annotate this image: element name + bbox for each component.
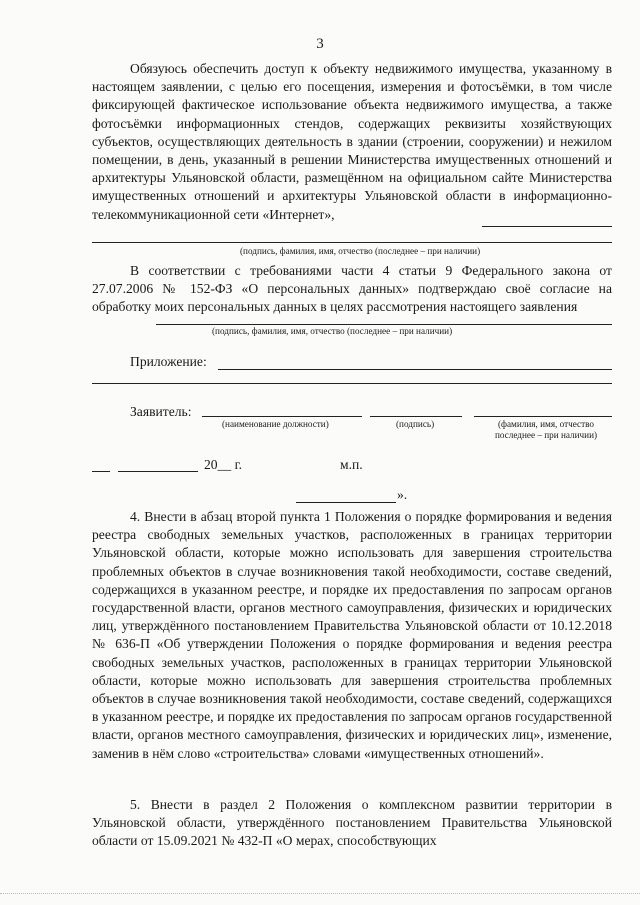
closing-quote: ». bbox=[397, 487, 408, 502]
access-signature-line-end bbox=[482, 226, 612, 227]
sign-hint: (подпись) bbox=[396, 419, 435, 429]
access-signature-hint: (подпись, фамилия, имя, отчество (последнее – при наличии) bbox=[240, 246, 481, 256]
date-day-line bbox=[92, 471, 110, 472]
item-4-paragraph: 4. Внести в абзац второй пункта 1 Положения о порядке формирования и ведения реестра свободных земельных участков, расположенных в границах территории Ульяновской области, которые можно использовать для завершения строительства проблемных объектов в случае возникновения такой необходимости, составе сведений, содержащихся в указанном реестре, и порядке их предоставления по запросам органов государственной власти, органов местного самоуправления, физических и юридических лиц, утверждённого постановлением Правительства Ульяновской области от 10.12.2018 № 636-П «Об утверждении Положения о порядке формирования и ведения реестра свободных земельных участков, расположенных в границах территории Ульяновской области, которые можно использовать для завершения строительства проблемных объектов в случае возникновения такой необходимости, составе сведений, содержащихся в указанном реестре, и порядке их предоставления по запросам органов государственной власти, органов местного самоуправления, физических и юридических лиц», изменение, заменив в нём слово «строительства» словами «имущественных отношений». bbox=[92, 509, 612, 761]
applicant-sign-line bbox=[370, 416, 462, 417]
applicant-name-line bbox=[474, 416, 612, 417]
applicant-label: Заявитель: bbox=[130, 404, 192, 419]
consent-signature-hint: (подпись, фамилия, имя, отчество (последнее – при наличии) bbox=[212, 326, 453, 336]
page-number: 3 bbox=[316, 36, 324, 52]
attachment-label: Приложение: bbox=[130, 354, 207, 369]
closing-line bbox=[296, 502, 396, 503]
scan-edge bbox=[0, 893, 640, 894]
position-hint: (наименование должности) bbox=[222, 419, 329, 429]
access-signature-line bbox=[92, 242, 612, 243]
attachment-line-1 bbox=[218, 369, 612, 370]
access-paragraph: Обязуюсь обеспечить доступ к объекту недвижимого имущества, указанному в настоящем заявлении, с целью его посещения, измерения и фотосъёмки, в том числе фиксирующей фактическое использование объекта недвижимого имущества, а также фотосъёмки информационных стендов, содержащих реквизиты хозяйствующих субъектов, осуществляющих деятельность в здании (строении, сооружении) и нежилом помещении, в день, указанный в решении Министерства имущественных отношений и архитектуры Ульяновской области, размещённом на официальном сайте Министерства имущественных отношений и архитектуры Ульяновской области в информационно-телекоммуникационной сети «Интернет», bbox=[92, 61, 612, 222]
date-year: 20__ г. bbox=[204, 457, 243, 472]
applicant-position-line bbox=[202, 416, 362, 417]
date-month-line bbox=[118, 471, 198, 472]
seal-label: м.п. bbox=[340, 457, 363, 472]
name-hint: (фамилия, имя, отчество последнее – при наличии) bbox=[494, 419, 598, 440]
attachment-line-2 bbox=[92, 383, 612, 384]
consent-paragraph: В соответствии с требованиями части 4 статьи 9 Федерального закона от 27.07.2006 № 152-ФЗ «О персональных данных» подтверждаю своё согласие на обработку моих персональных данных в целях рассмотрения настоящего заявления bbox=[92, 263, 612, 315]
consent-signature-line bbox=[156, 324, 612, 325]
item-5-paragraph: 5. Внести в раздел 2 Положения о комплексном развитии территории в Ульяновской области, утверждённого постановлением Правительства Ульяновской области от 15.09.2021 № 432-П «О мерах, способствующих bbox=[92, 797, 612, 849]
